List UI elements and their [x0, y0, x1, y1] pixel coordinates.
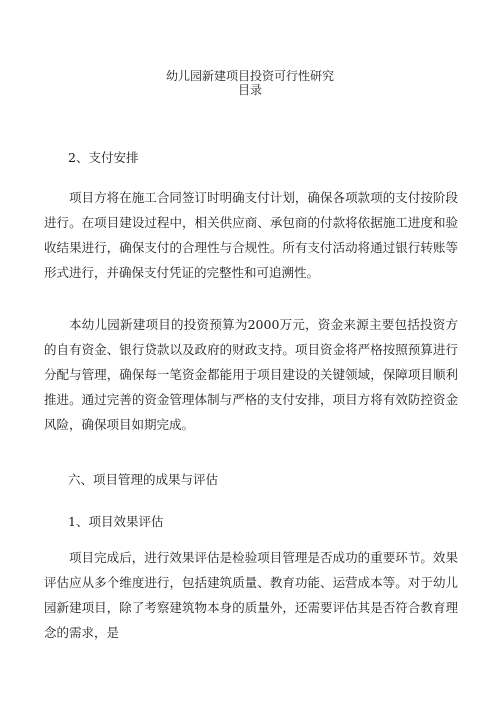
paragraph-payment-plan: 项目方将在施工合同签订时明确支付计划，确保各项款项的支付按阶段进行。在项目建设过程中，相关供应商、承包商的付款将依据施工进度和验收结果进行，确保支付的合理性与合规性。所有支付活动将通过银行转账等形式进行，并确保支付凭证的完整性和可追溯性。 — [44, 190, 458, 280]
paragraph-effect-evaluation: 项目完成后，进行效果评估是检验项目管理是否成功的重要环节。效果评估应从多个维度进行，包括建筑质量、教育功能、运营成本等。对于幼儿园新建项目，除了考察建筑物本身的质量外，还需要评估其是否符合教育理念的需求，是 — [44, 550, 458, 640]
section-heading-results: 六、项目管理的成果与评估 — [68, 472, 219, 487]
section-heading-payment: 2、支付安排 — [68, 150, 139, 165]
document-title: 幼儿园新建项目投资可行性研究 — [165, 69, 334, 83]
paragraph-investment-budget: 本幼儿园新建项目的投资预算为2000万元，资金来源主要包括投资方的自有资金、银行贷款以及政府的财政支持。项目资金将严格按照预算进行分配与管理，确保每一笔资金都能用于项目建设的关键领域，保障项目顺利推进。通过完善的资金管理体制与严格的支付安排，项目方将有效防控资金风险，确保项目如期完成。 — [44, 317, 458, 432]
document-subtitle: 目录 — [237, 83, 262, 97]
section-heading-effect-evaluation: 1、项目效果评估 — [68, 514, 164, 529]
